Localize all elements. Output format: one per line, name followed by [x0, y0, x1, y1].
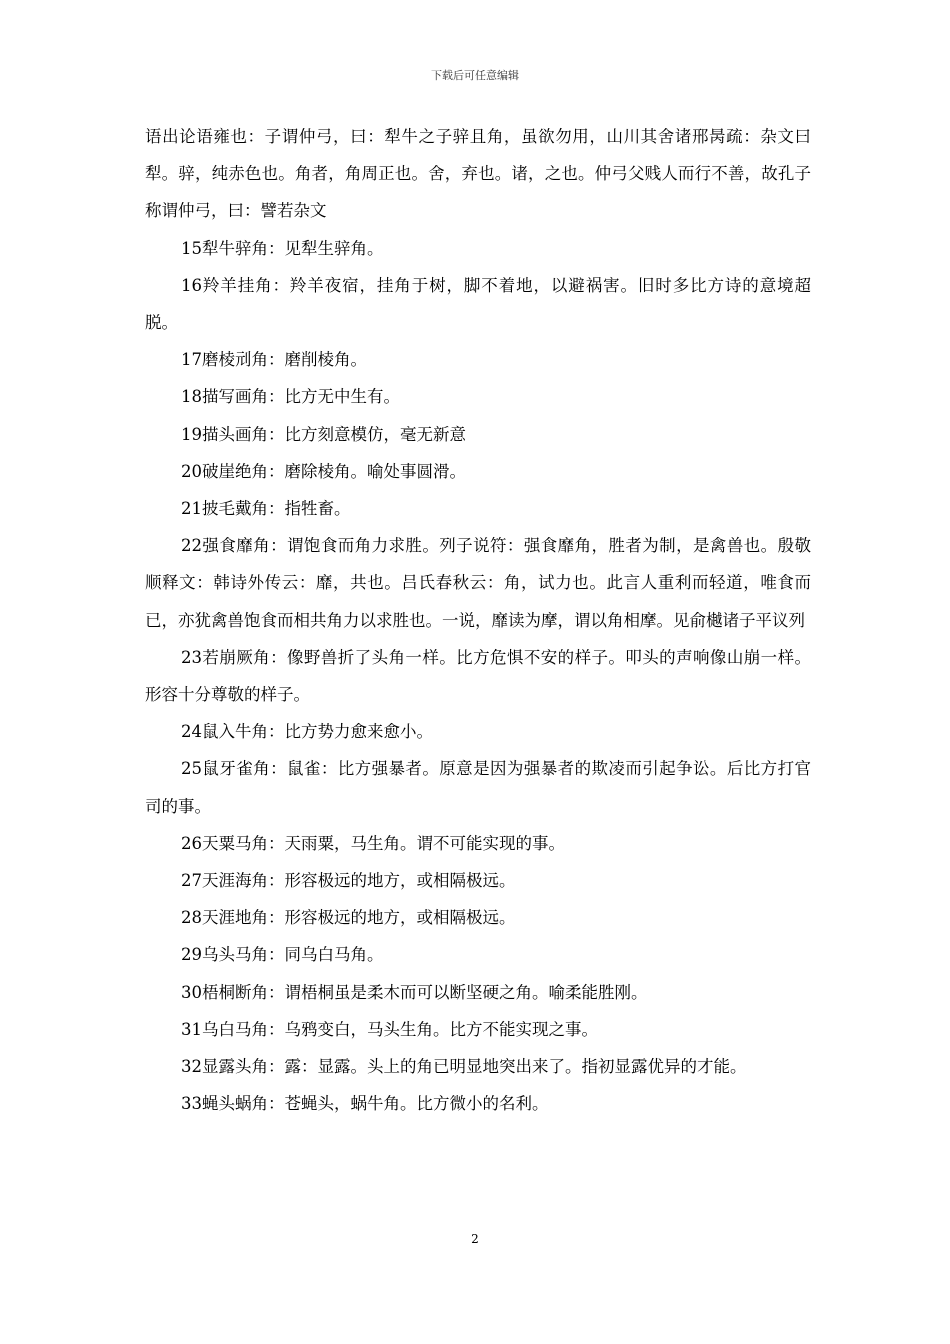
- paragraph: 18描写画角：比方无中生有。: [181, 387, 400, 407]
- paragraph: 29乌头马角：同乌白马角。: [181, 945, 384, 965]
- paragraph: 17磨棱刓角：磨削棱角。: [181, 350, 367, 370]
- paragraph: 21披毛戴角：指牲畜。: [181, 499, 351, 519]
- paragraph: 30梧桐断角：谓梧桐虽是柔木而可以断坚硬之角。喻柔能胜刚。: [181, 982, 648, 1002]
- paragraph: 31乌白马角：乌鸦变白，马头生角。比方不能实现之事。: [181, 1019, 598, 1039]
- paragraph: 23若崩厥角：像野兽折了头角一样。比方危惧不安的样子。叩头的声响像山崩一样。形容十分尊敬的样子。: [145, 647, 811, 705]
- page-number: 2: [471, 1232, 479, 1246]
- paragraph: 语出论语雍也：子谓仲弓，曰：犁牛之子骍且角，虽欲勿用，山川其舍诸邢昺疏：杂文曰犁。骍，纯赤色也。角者，角周正也。舍，弃也。诸，之也。仲弓父贱人而行不善，故孔子称谓仲弓，曰：譬若杂文: [145, 127, 811, 221]
- paragraph: 28天涯地角：形容极远的地方，或相隔极远。: [181, 908, 516, 928]
- paragraph: 20破崖绝角：磨除棱角。喻处事圆滑。: [181, 461, 466, 481]
- paragraph: 27天涯海角：形容极远的地方，或相隔极远。: [181, 871, 516, 891]
- paragraph: 24鼠入牛角：比方势力愈来愈小。: [181, 722, 433, 742]
- paragraph: 32显露头角：露：显露。头上的角已明显地突出来了。指初显露优异的才能。: [181, 1057, 747, 1077]
- paragraph: 33蝇头蜗角：苍蝇头，蜗牛角。比方微小的名利。: [181, 1094, 549, 1114]
- paragraph: 25鼠牙雀角：鼠雀：比方强暴者。原意是因为强暴者的欺凌而引起争讼。后比方打官司的事。: [145, 759, 811, 816]
- page-header: 下载后可任意编辑: [431, 69, 519, 82]
- paragraph: 22强食靡角：谓饱食而角力求胜。列子说符：强食靡角，胜者为制，是禽兽也。殷敬顺释文：韩诗外传云：靡，共也。吕氏春秋云：角，试力也。此言人重利而轻道，唯食而已，亦犹禽兽饱食而相共角力以求胜也。一说，靡读为摩，谓以角相摩。见俞樾诸子平议列: [145, 536, 811, 630]
- paragraph: 19描头画角：比方刻意模仿，毫无新意: [181, 424, 466, 444]
- paragraph: 16羚羊挂角：羚羊夜宿，挂角于树，脚不着地，以避祸害。旧时多比方诗的意境超脱。: [145, 275, 811, 333]
- paragraph: 26天粟马角：天雨粟，马生角。谓不可能实现的事。: [181, 833, 565, 853]
- body-text: [145, 118, 811, 1122]
- paragraph: 15犁牛骍角：见犁生骍角。: [181, 238, 384, 258]
